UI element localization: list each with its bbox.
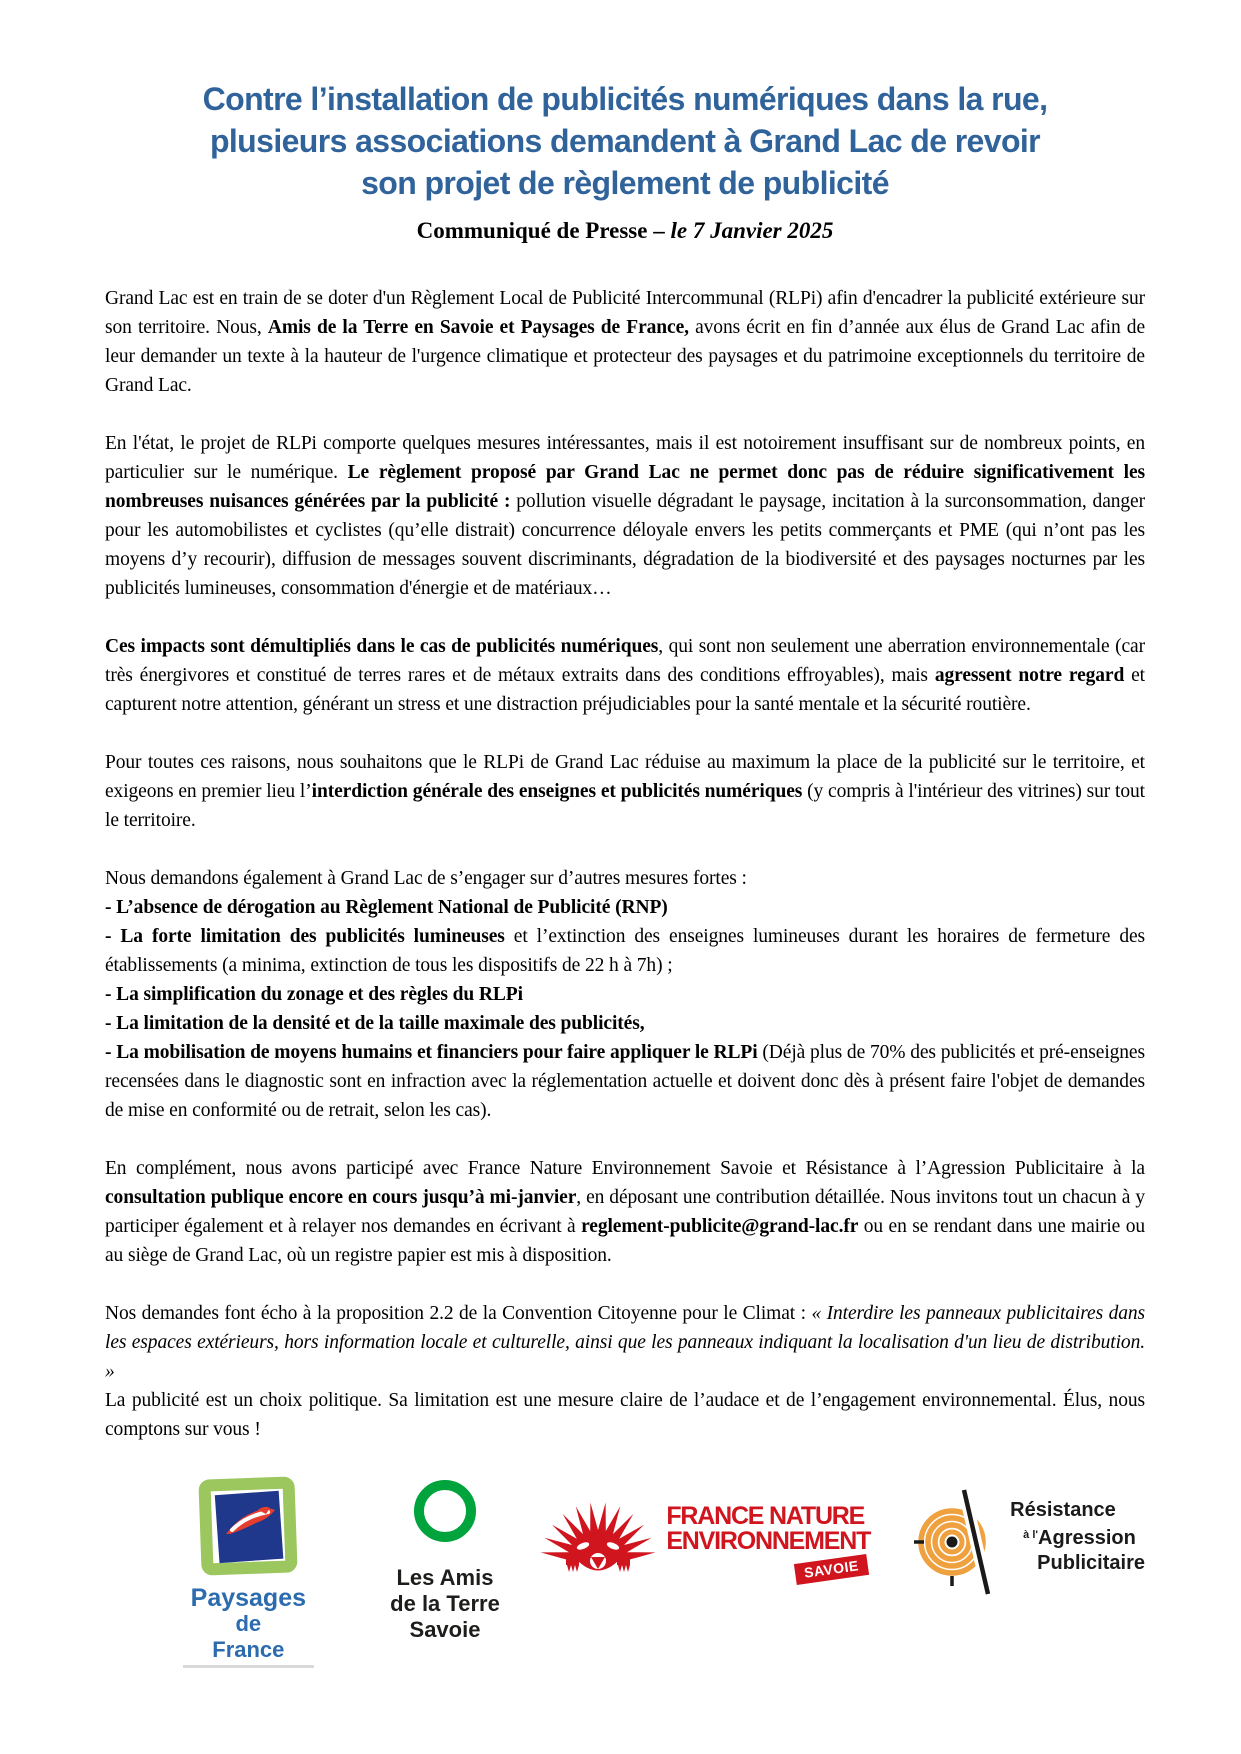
logo-paysages-de-france — [183, 1474, 314, 1668]
rap-line1: Résistance — [1010, 1499, 1116, 1521]
demands-list — [105, 864, 1145, 1125]
paragraph-appel-elus: La publicité est un choix politique. Sa limitation est une mesure claire de l’audace et de l’engagement environnemental. Élus, nous comptons sur vous ! — [105, 1390, 1145, 1440]
demand-item-densite: - La limitation de la densité et de la taille maximale des publicités, — [105, 1013, 645, 1034]
rap-line2: $^{à l'}$Agression — [1023, 1527, 1136, 1549]
subtitle-label: Communiqué de Presse – — [416, 218, 671, 243]
amis-caption-line2: de la Terre — [390, 1591, 500, 1616]
fne-line1: FRANCE NATURE — [666, 1502, 865, 1530]
paysages-de-france-icon — [196, 1474, 300, 1578]
logo-france-nature-environnement — [536, 1496, 870, 1592]
title-line-1: Contre l’installation de publicités numériques dans la rue, — [202, 81, 1048, 117]
title-line-3: son projet de règlement de publicité — [361, 165, 889, 201]
demand-item-moyens: - La mobilisation de moyens humains et financiers pour faire appliquer le RLPi (Déjà plus de 70% des publicités et pré-enseignes recensées dans le diagnostic sont en infraction avec la réglementation actuelle et doivent donc dès à présent faire l'objet de demandes de mise en conformité ou de retrait, selon les cas). — [105, 1042, 1145, 1121]
amis-caption-line1: Les Amis — [396, 1565, 494, 1590]
closing-block — [105, 1299, 1145, 1444]
hedgehog-icon — [536, 1496, 660, 1592]
fne-wordmark — [666, 1504, 870, 1580]
paragraph-context: Grand Lac est en train de se doter d'un Règlement Local de Publicité Intercommunal (RLPi) afin d'encadrer la publicité extérieure sur son territoire. Nous, Amis de la Terre en Savoie et Paysages de France, avons écrit en fin d’année aux élus de Grand Lac afin de leur demander un texte à la hauteur de l'urgence climatique et protecteur des paysages et du patrimoine exceptionnels du territoire de Grand Lac. — [105, 288, 1146, 396]
paysages-caption — [183, 1585, 314, 1668]
subtitle-date: le 7 Janvier 2025 — [670, 218, 834, 243]
paragraph-convention-citoyenne: Nos demandes font écho à la proposition 2.2 de la Convention Citoyenne pour le Climat : « Interdire les panneaux publicitaires dans les espaces extérieurs, hors information locale et culturelle, ainsi que les panneaux indiquant la localisation d'un lieu de distribution. » — [105, 1303, 1146, 1382]
rap-wordmark — [1010, 1498, 1145, 1576]
logos-row — [105, 1474, 1145, 1668]
page-title — [105, 78, 1145, 204]
paragraph-impacts-numeriques: Ces impacts sont démultipliés dans le cas de publicités numériques, qui sont non seulement une aberration environnementale (car très énergivores et constitué de terres rares et de métaux extraits dans des conditions effroyables), mais agressent notre regard et capturent notre attention, générant un stress et une distraction préjudiciables pour la santé mentale et la sécurité routière. — [105, 636, 1145, 715]
demand-item-zonage: - La simplification du zonage et des règles du RLPi — [105, 984, 523, 1005]
demands-intro: Nous demandons également à Grand Lac de s’engager sur d’autres mesures fortes : — [105, 868, 747, 889]
demand-item-lumineuses: - La forte limitation des publicités lumineuses et l’extinction des enseignes lumineuses durant les horaires de fermeture des établissements (a minima, extinction de tous les dispositifs de 22 h à 7h) ; — [105, 926, 1146, 976]
target-slash-icon — [912, 1488, 1008, 1596]
paragraph-consultation: En complément, nous avons participé avec France Nature Environnement Savoie et Résistance à l’Agression Publicitaire à la consultation publique encore en cours jusqu’à mi-janvier, en déposant une contribution détaillée. Nous invitons tout un chacun à y participer également et à relayer nos demandes en écrivant à reglement-publicite@grand-lac.fr ou en se rendant dans une mairie ou au siège de Grand Lac, où un registre papier est mis à disposition. — [105, 1158, 1145, 1266]
amis-caption-line3: Savoie — [409, 1617, 481, 1642]
fne-savoie-badge: SAVOIE — [794, 1554, 869, 1585]
paysages-caption-line2: de France — [183, 1611, 314, 1668]
green-ring-icon — [412, 1478, 478, 1544]
fne-line2: ENVIRONNEMENT — [666, 1527, 871, 1555]
subtitle — [105, 218, 1145, 244]
paragraph-rlpi-critique: En l'état, le projet de RLPi comporte quelques mesures intéressantes, mais il est notoirement insuffisant sur de nombreux points, en particulier sur le numérique. Le règlement proposé par Grand Lac ne permet donc pas de réduire significativement les nombreuses nuisances générées par la publicité : pollution visuelle dégradant le paysage, incitation à la surconsommation, danger pour les automobilistes et cyclistes (qu’elle distrait) concurrence déloyale envers les petits commerçants et PME (qui n’ont pas les moyens d’y recourir), diffusion de messages souvent discriminants, dégradation de la biodiversité et des paysages nocturnes par les publicités lumineuses, consommation d'énergie et de matériaux… — [105, 433, 1146, 599]
logo-amis-de-la-terre — [380, 1478, 511, 1643]
rap-line2-small: à l' — [1023, 1529, 1039, 1541]
paysages-caption-line1: Paysages — [190, 1584, 307, 1612]
title-line-2: plusieurs associations demandent à Grand Lac de revoir — [209, 123, 1041, 159]
logo-resistance-agression-publicitaire — [912, 1488, 1145, 1596]
paragraph-interdiction: Pour toutes ces raisons, nous souhaitons que le RLPi de Grand Lac réduise au maximum la place de la publicité sur le territoire, et exigeons en premier lieu l’interdiction générale des enseignes et publicités numériques (y compris à l'intérieur des vitrines) sur tout le territoire. — [105, 752, 1145, 831]
rap-line3: Publicitaire — [1037, 1552, 1145, 1574]
amis-caption — [380, 1565, 511, 1643]
demand-item-rnp: - L’absence de dérogation au Règlement National de Publicité (RNP) — [105, 897, 668, 918]
